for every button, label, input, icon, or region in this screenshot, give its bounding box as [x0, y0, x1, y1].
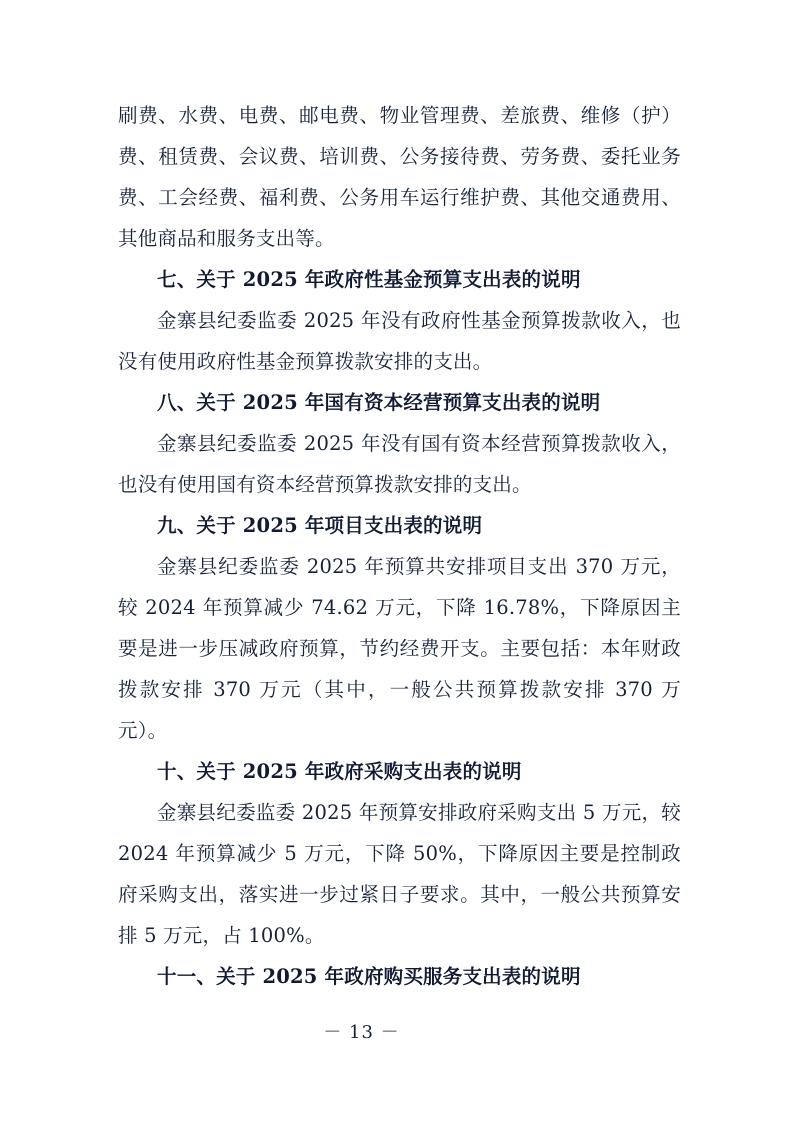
- paragraph-section-nine: 金寨县纪委监委 2025 年预算共安排项目支出 370 万元，较 2024 年预算减少 74.62 万元，下降 16.78%，下降原因主要是进一步压减政府预算，节约经费开支。主要包括：本年财政拨款安排 370 万元（其中，一般公共预算拨款安排 370 万元）。: [118, 555, 681, 742]
- heading-section-nine: 九、关于 2025 年项目支出表的说明: [157, 514, 483, 537]
- paragraph-expense-items: 刷费、水费、电费、邮电费、物业管理费、差旅费、维修（护）费、租赁费、会议费、培训费、公务接待费、劳务费、委托业务费、工会经费、福利费、公务用车运行维护费、其他交通费用、其他商品和服务支出等。: [118, 104, 681, 250]
- paragraph-section-seven: 金寨县纪委监委 2025 年没有政府性基金预算拨款收入，也没有使用政府性基金预算拨款安排的支出。: [118, 309, 681, 373]
- page-number: － 13 －: [323, 1022, 400, 1043]
- paragraph-section-eight: 金寨县纪委监委 2025 年没有国有资本经营预算拨款收入，也没有使用国有资本经营预算拨款安排的支出。: [118, 432, 681, 496]
- heading-section-seven: 七、关于 2025 年政府性基金预算支出表的说明: [157, 268, 581, 291]
- heading-section-eleven: 十一、关于 2025 年政府购买服务支出表的说明: [157, 965, 581, 988]
- paragraph-section-ten: 金寨县纪委监委 2025 年预算安排政府采购支出 5 万元，较 2024 年预算减少 5 万元，下降 50%，下降原因主要是控制政府采购支出，落实进一步过紧日子要求。其中，一般公共预算安排 5 万元，占 100%。: [118, 801, 681, 947]
- heading-section-ten: 十、关于 2025 年政府采购支出表的说明: [157, 760, 522, 783]
- page-footer: [0, 1018, 793, 1044]
- heading-section-eight: 八、关于 2025 年国有资本经营预算支出表的说明: [157, 391, 601, 414]
